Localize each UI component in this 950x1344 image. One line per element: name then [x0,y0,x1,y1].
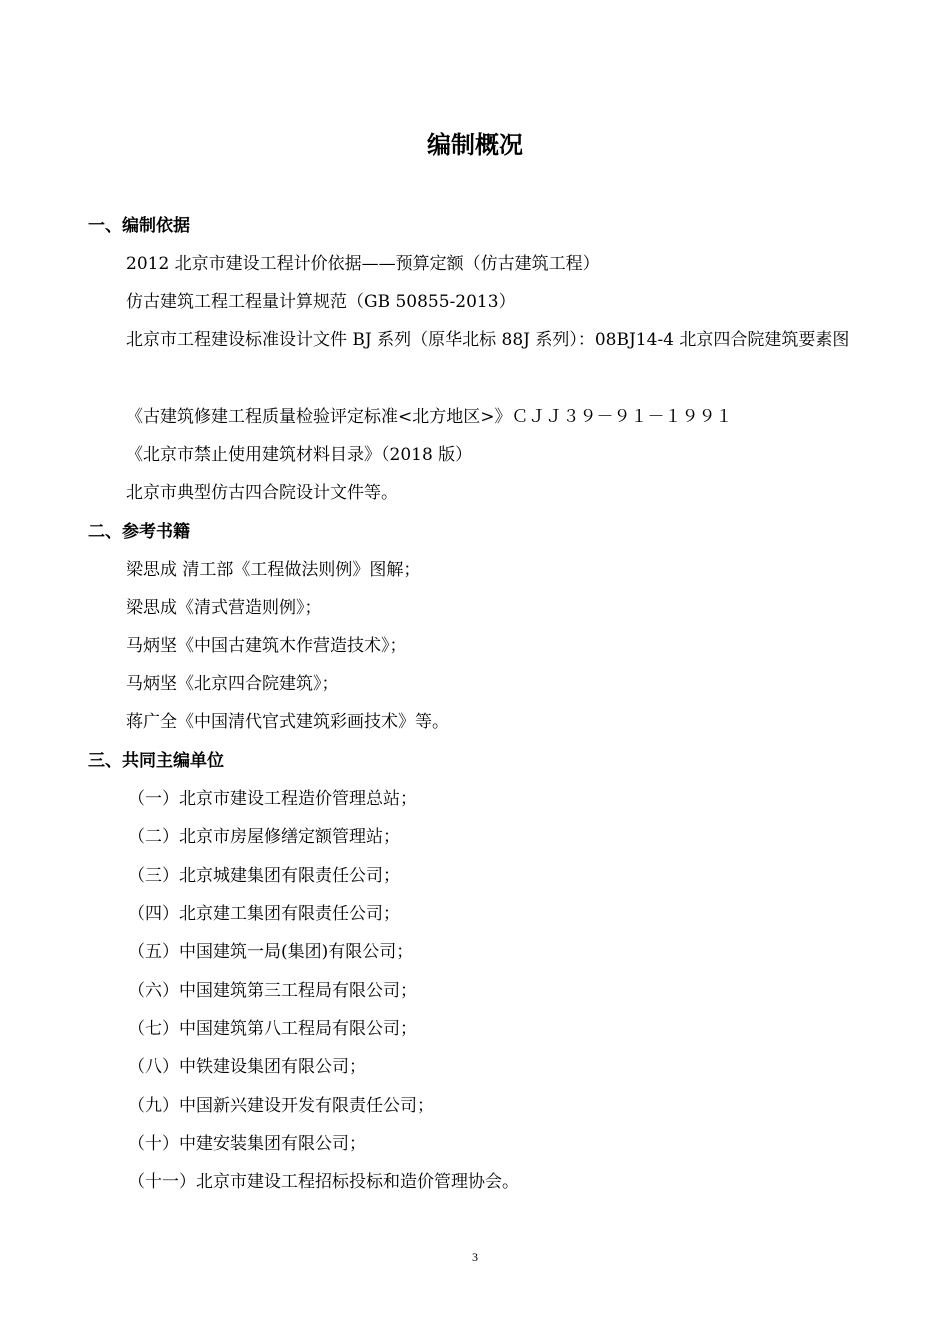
reference-item: 梁思成 清工部《工程做法则例》图解； [126,560,421,580]
section-heading-editors: 三、共同主编单位 [88,751,224,771]
basis-item: 《古建筑修建工程质量检验评定标准<北方地区>》ＣＪＪ３９－９１－１９９１ [126,407,733,427]
editor-unit-item: （一）北京市建设工程造价管理总站； [128,789,417,809]
reference-item: 马炳坚《中国古建筑木作营造技术》； [126,636,407,656]
page-title: 编制概况 [427,131,523,159]
editor-unit-item: （九）中国新兴建设开发有限责任公司； [128,1096,434,1116]
editor-unit-item: （七）中国建筑第八工程局有限公司； [128,1019,417,1039]
reference-item: 蒋广全《中国清代官式建筑彩画技术》等。 [126,712,449,732]
editor-unit-item: （十一）北京市建设工程招标投标和造价管理协会。 [128,1172,519,1192]
basis-item: 北京市工程建设标准设计文件 BJ 系列（原华北标 88J 系列）：08BJ14-4 北京四合院建筑要素图 [126,330,850,350]
section-heading-references: 二、参考书籍 [88,522,190,542]
basis-item: 仿古建筑工程工程量计算规范（GB 50855-2013） [126,292,516,312]
reference-item: 马炳坚《北京四合院建筑》； [126,674,339,694]
reference-item: 梁思成《清式营造则例》； [126,598,322,618]
editor-unit-item: （八）中铁建设集团有限公司； [128,1057,366,1077]
editor-unit-item: （五）中国建筑一局(集团)有限公司； [128,942,414,962]
section-heading-basis: 一、编制依据 [88,216,190,236]
basis-item: 《北京市禁止使用建筑材料目录》（2018 版） [126,445,473,465]
page-number: 3 [472,1250,478,1264]
editor-unit-item: （二）北京市房屋修缮定额管理站； [128,827,400,847]
editor-unit-item: （十）中建安装集团有限公司； [128,1134,366,1154]
editor-unit-item: （四）北京建工集团有限责任公司； [128,904,400,924]
basis-item: 2012 北京市建设工程计价依据——预算定额（仿古建筑工程） [126,254,600,274]
basis-item: 北京市典型仿古四合院设计文件等。 [126,483,398,503]
editor-unit-item: （三）北京城建集团有限责任公司； [128,866,400,886]
editor-unit-item: （六）中国建筑第三工程局有限公司； [128,981,417,1001]
